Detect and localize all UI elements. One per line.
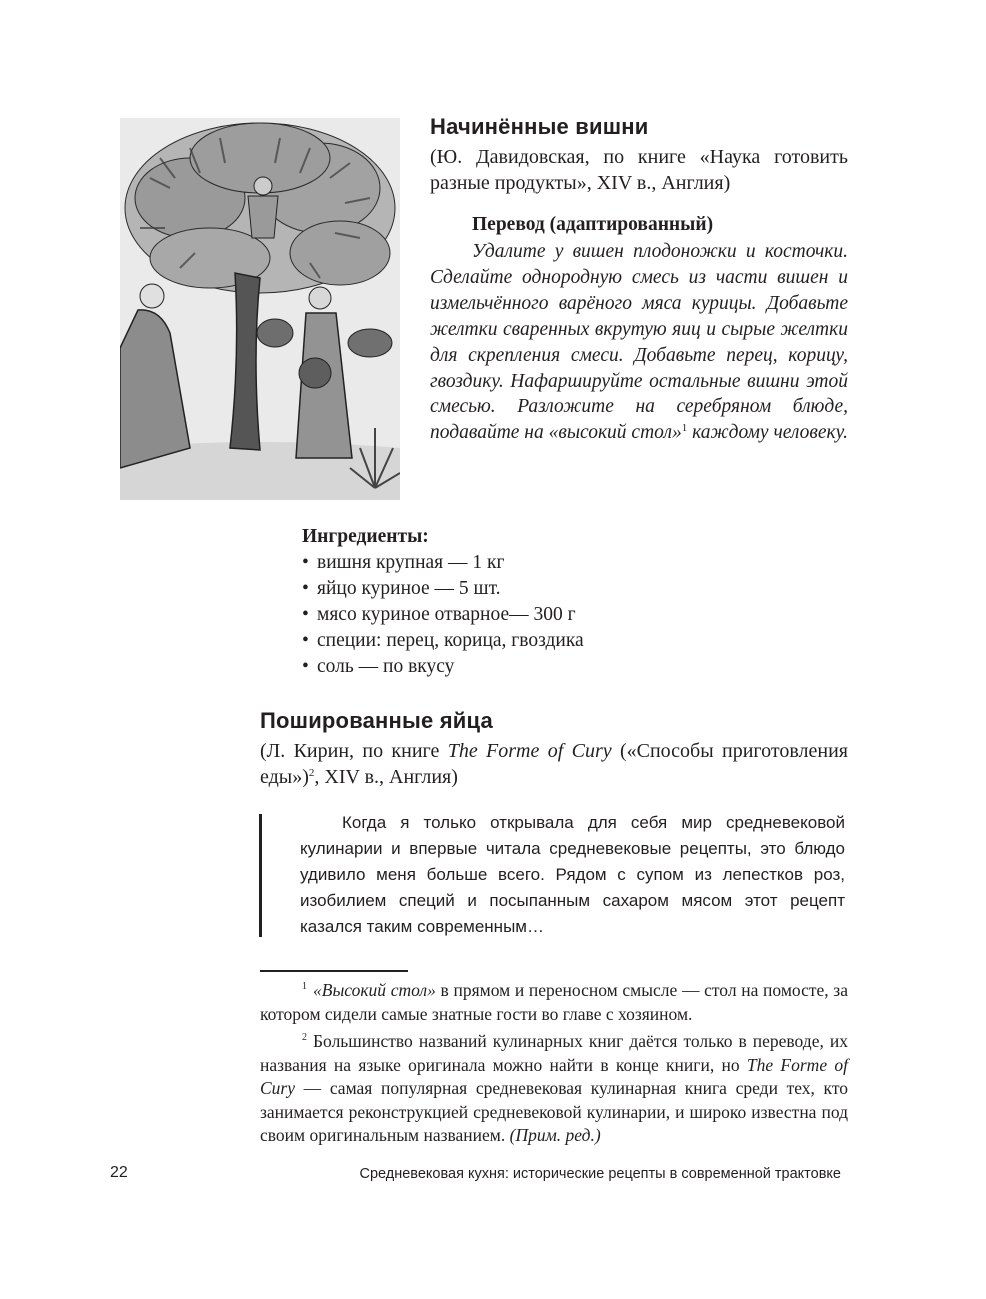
footnote-text: в прямом и переносном смысле — стол на помосте, за котором сидели самые знатные гости во главе с хозяином. bbox=[260, 980, 848, 1024]
ingredients-list bbox=[302, 550, 584, 680]
ingredient-item: • мясо куриное отварное— 300 г bbox=[302, 602, 584, 628]
translation-heading: Перевод (адаптированный) bbox=[472, 214, 714, 235]
footnote-2 bbox=[260, 1030, 848, 1148]
blockquote-bar bbox=[259, 814, 262, 937]
footnote-text: — самая популярная средневековая кулинарная книга среди тех, кто занимается реконструкцией средневековой кулинарии, и широко известна под своим оригинальным названием. bbox=[260, 1078, 848, 1145]
footnote-italic-lead: «Высокий стол» bbox=[313, 980, 436, 1000]
author-quote: Когда я только открывала для себя мир средневековой кулинарии и впервые читала средневековые рецепты, это блюдо удивило меня больше всего. Рядом с супом из лепестков роз, изобилием специй и посыпанным сахаром мясом этот рецепт казался таким современным… bbox=[300, 813, 845, 936]
translation-text-main: Удалите у вишен плодоножки и косточки. Сделайте однородную смесь из части вишен и измельчённого варёного мяса курицы. Добавьте желтки сваренных вкрутую яиц и сырые желтки для скрепления смеси. Добавьте перец, корицу, гвоздику. Нафаршируйте остальные вишни этой смесью. Разложите на серебряном блюде, подавайте на «высокий стол» bbox=[430, 241, 848, 444]
translation-text-end: каждому человеку. bbox=[687, 422, 848, 444]
footnote-ref-1[interactable]: 1 bbox=[681, 422, 688, 435]
source-middle: («Способы приготовления еды») bbox=[260, 740, 848, 788]
translation-text bbox=[430, 239, 848, 446]
running-title: Средневековая кухня: исторические рецепты в современной трактовке bbox=[359, 1166, 841, 1182]
ingredient-item: • специи: перец, корица, гвоздика bbox=[302, 628, 584, 654]
footnote-text: Большинство названий кулинарных книг даётся только в переводе, их названия на языке оригинала можно найти в конце книги, но bbox=[260, 1031, 848, 1075]
source-suffix: , XIV в., Англия) bbox=[314, 766, 458, 788]
recipe-title-poached-eggs: Пошированные яйца bbox=[260, 708, 493, 733]
page-number: 22 bbox=[110, 1164, 128, 1181]
source-prefix: (Л. Кирин, по книге bbox=[260, 740, 448, 762]
footnote-divider bbox=[260, 970, 408, 972]
medieval-tree-illustration-icon bbox=[120, 118, 400, 500]
recipe-source: (Ю. Давидовская, по книге «Наука готовить разные продукты», XIV в., Англия) bbox=[430, 146, 848, 194]
footnote-number: 2 bbox=[302, 1032, 307, 1043]
footnote-ref-2[interactable]: 2 bbox=[308, 767, 315, 779]
footnote-1 bbox=[260, 979, 848, 1026]
illustration-cherry-harvest bbox=[120, 118, 400, 500]
ingredient-item: • яйцо куриное — 5 шт. bbox=[302, 576, 584, 602]
book-title: The Forme of Cury bbox=[447, 740, 612, 762]
ingredient-item: • соль — по вкусу bbox=[302, 654, 584, 680]
editor-note: (Прим. ред.) bbox=[509, 1125, 601, 1145]
recipe-source bbox=[260, 738, 848, 790]
footnote-number: 1 bbox=[302, 981, 307, 992]
ingredients-heading: Ингредиенты: bbox=[302, 526, 429, 547]
recipe-title-stuffed-cherries: Начинённые вишни bbox=[430, 114, 649, 139]
ingredient-item: • вишня крупная — 1 кг bbox=[302, 550, 584, 576]
footnote-book-title: The Forme of Cury bbox=[260, 1054, 848, 1098]
